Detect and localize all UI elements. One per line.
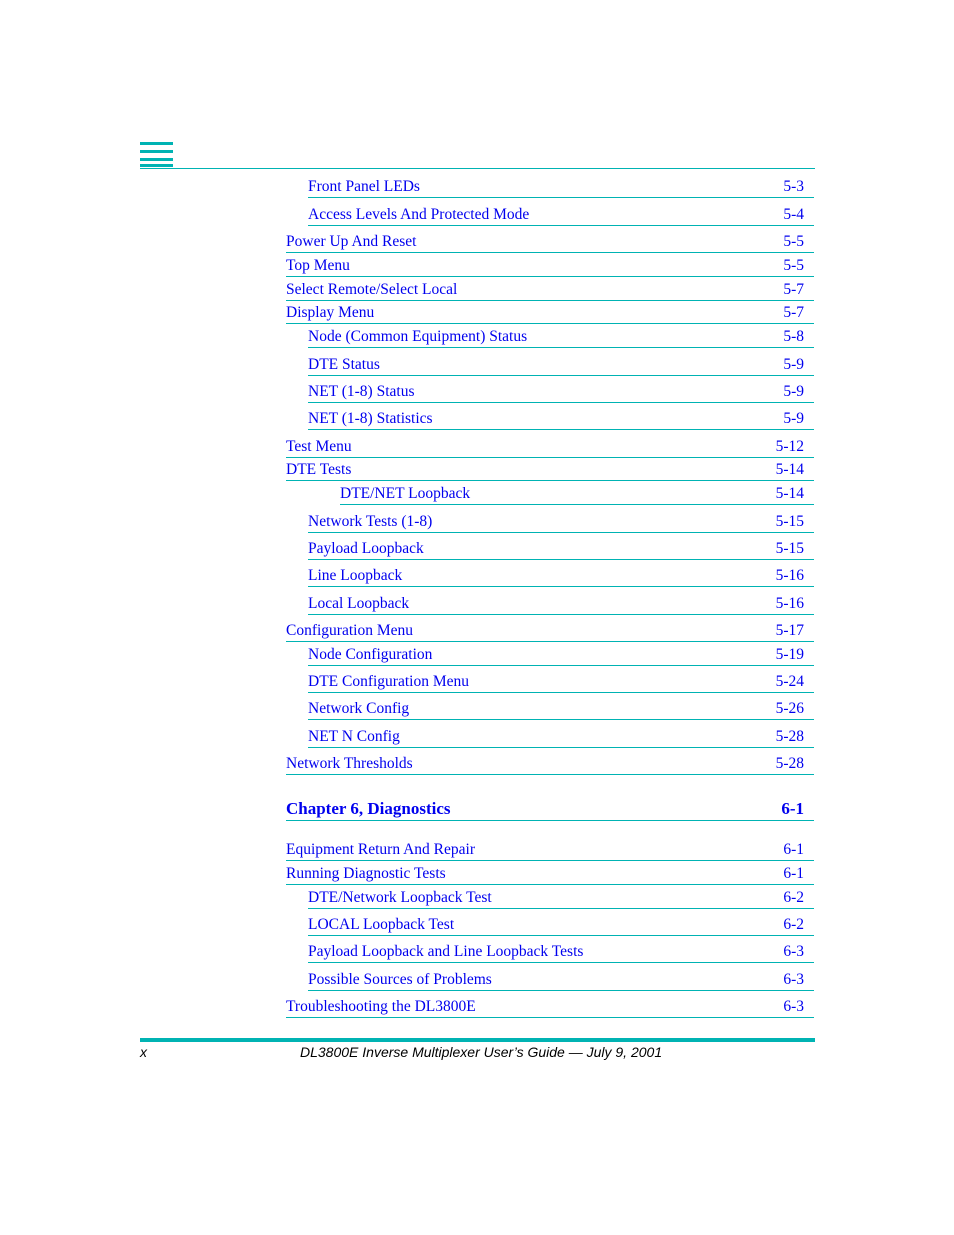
toc-entry[interactable] xyxy=(286,997,814,1018)
toc-entry[interactable] xyxy=(308,177,814,198)
toc-entry-page: 5-8 xyxy=(783,328,804,345)
toc-entry[interactable] xyxy=(308,645,814,666)
toc-entry[interactable] xyxy=(308,594,814,615)
toc-entry-page: 5-5 xyxy=(783,233,804,250)
toc-entry-title: Node Configuration xyxy=(308,646,433,663)
toc-entry-page: 5-7 xyxy=(783,304,804,321)
toc-entry-title: Equipment Return And Repair xyxy=(286,841,475,858)
toc-entry-title: Top Menu xyxy=(286,257,350,274)
toc-entry-title: Power Up And Reset xyxy=(286,233,417,250)
toc-entry-page: 5-7 xyxy=(783,281,804,298)
toc-entry[interactable] xyxy=(308,727,814,748)
toc-entry-title: Display Menu xyxy=(286,304,375,321)
toc-entry-title: LOCAL Loopback Test xyxy=(308,916,455,933)
toc-entry-page: 5-28 xyxy=(775,728,804,745)
toc-entry-page: 6-2 xyxy=(783,916,804,933)
toc-entry-page: 6-1 xyxy=(783,841,804,858)
toc-entry[interactable] xyxy=(308,699,814,720)
toc-entry-title: DTE/Network Loopback Test xyxy=(308,889,492,906)
toc-entry[interactable] xyxy=(308,355,814,376)
toc-entry-title: Troubleshooting the DL3800E xyxy=(286,998,476,1015)
toc-entry-title: DTE Status xyxy=(308,356,380,373)
toc-entry[interactable] xyxy=(308,672,814,693)
toc-entry-title: Network Config xyxy=(308,700,410,717)
toc-entry-page: 5-14 xyxy=(775,485,804,502)
toc-entry[interactable] xyxy=(308,409,814,430)
footer-title: DL3800E Inverse Multiplexer User’s Guide — July 9, 2001 xyxy=(300,1044,663,1060)
toc-entry-title: Running Diagnostic Tests xyxy=(286,865,446,882)
toc-entry-page: 5-19 xyxy=(775,646,804,663)
toc-entry-title: Select Remote/Select Local xyxy=(286,281,458,298)
toc-entry[interactable] xyxy=(286,460,814,481)
toc-entry-title: NET (1-8) Status xyxy=(308,383,415,400)
toc-entry-page: 6-2 xyxy=(783,889,804,906)
toc-entry-page: 6-3 xyxy=(783,998,804,1015)
toc-entry-title: Network Tests (1-8) xyxy=(308,513,433,530)
toc-entry-page: 5-3 xyxy=(783,178,804,195)
toc-entry[interactable] xyxy=(286,621,814,642)
toc-entry[interactable] xyxy=(308,942,814,963)
toc-entry[interactable] xyxy=(286,754,814,775)
toc-entry-page: 6-1 xyxy=(783,865,804,882)
toc-entry[interactable] xyxy=(308,539,814,560)
toc-entry-title: Payload Loopback xyxy=(308,540,424,557)
toc-chapter-heading[interactable] xyxy=(286,798,814,821)
toc-entry-page: 6-3 xyxy=(783,971,804,988)
toc-entry-page: 5-9 xyxy=(783,383,804,400)
footer-rule xyxy=(140,1038,815,1042)
toc-entry-page: 5-12 xyxy=(775,438,804,455)
toc-entry-title: Node (Common Equipment) Status xyxy=(308,328,528,345)
toc-entry-page: 5-28 xyxy=(775,755,804,772)
toc-entry-title: DTE/NET Loopback xyxy=(340,485,471,502)
toc-entry-title: Configuration Menu xyxy=(286,622,413,639)
toc-entry-title: NET N Config xyxy=(308,728,400,745)
toc-entry-page: 5-4 xyxy=(783,206,804,223)
toc-entry-title: Test Menu xyxy=(286,438,352,455)
toc-entry-page: 5-24 xyxy=(775,673,804,690)
toc-entry-page: 6-3 xyxy=(783,943,804,960)
page-number: x xyxy=(140,1044,147,1060)
toc-entry-page: 6-1 xyxy=(781,799,804,818)
toc-entry-page: 5-16 xyxy=(775,595,804,612)
toc-entry-page: 5-5 xyxy=(783,257,804,274)
toc-entry-page: 5-9 xyxy=(783,410,804,427)
toc-entry-page: 5-17 xyxy=(775,622,804,639)
toc-entry-title: Network Thresholds xyxy=(286,755,413,772)
toc-entry-title: Possible Sources of Problems xyxy=(308,971,492,988)
toc-entry-page: 5-9 xyxy=(783,356,804,373)
toc-entry[interactable] xyxy=(308,512,814,533)
toc-entry-page: 5-15 xyxy=(775,540,804,557)
toc-entry[interactable] xyxy=(308,205,814,226)
toc-entry[interactable] xyxy=(286,864,814,885)
toc-entry-title: NET (1-8) Statistics xyxy=(308,410,433,427)
toc-entry-page: 5-14 xyxy=(775,461,804,478)
toc-entry-page: 5-16 xyxy=(775,567,804,584)
toc-entry[interactable] xyxy=(286,280,814,301)
toc-entry-title: Line Loopback xyxy=(308,567,403,584)
toc-entry[interactable] xyxy=(308,566,814,587)
toc-entry-title: Payload Loopback and Line Loopback Tests xyxy=(308,943,584,960)
toc-entry[interactable] xyxy=(308,327,814,348)
toc-entry-title: Access Levels And Protected Mode xyxy=(308,206,530,223)
toc-entry-title: DTE Tests xyxy=(286,461,352,478)
toc-entry[interactable] xyxy=(308,888,814,909)
toc-entry[interactable] xyxy=(340,484,814,505)
toc-entry-page: 5-15 xyxy=(775,513,804,530)
toc-entry[interactable] xyxy=(308,915,814,936)
toc-entry-title: Local Loopback xyxy=(308,595,410,612)
toc-entry-title: DTE Configuration Menu xyxy=(308,673,470,690)
toc-entry-title: Chapter 6, Diagnostics xyxy=(286,799,451,818)
toc-entry[interactable] xyxy=(286,256,814,277)
toc-entry[interactable] xyxy=(308,970,814,991)
toc-entry[interactable] xyxy=(286,437,814,458)
toc-entry-page: 5-26 xyxy=(775,700,804,717)
toc-entry[interactable] xyxy=(286,303,814,324)
toc-entry[interactable] xyxy=(286,232,814,253)
toc-entry[interactable] xyxy=(286,840,814,861)
toc-entry[interactable] xyxy=(308,382,814,403)
toc-entry-title: Front Panel LEDs xyxy=(308,178,420,195)
